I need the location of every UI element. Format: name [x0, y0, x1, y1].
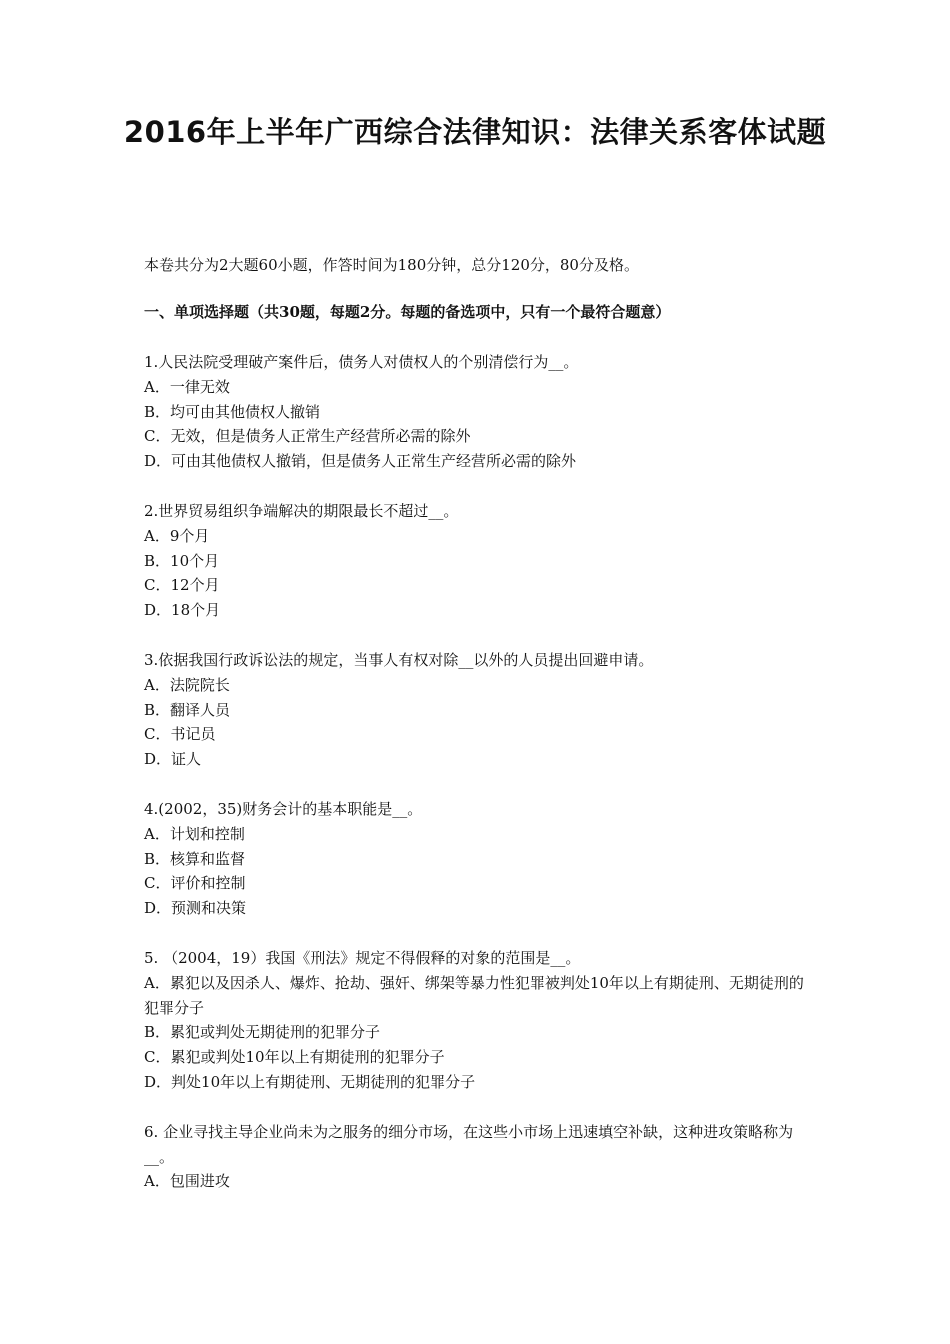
option-d: D．判处10年以上有期徒刑、无期徒刑的犯罪分子 [144, 1072, 476, 1091]
option-d: D．18个月 [144, 601, 221, 620]
question-3 [144, 648, 812, 772]
exam-intro: 本卷共分为2大题60小题，作答时间为180分钟，总分120分，80分及格。 [144, 256, 639, 274]
question-stem: 6. 企业寻找主导企业尚未为之服务的细分市场，在这些小市场上迅速填空补缺，这种进攻策略称为__。 [144, 1122, 794, 1166]
option-a: A．包围进攻 [144, 1172, 230, 1191]
section-heading: 一、单项选择题（共30题，每题2分。每题的备选项中，只有一个最符合题意） [144, 303, 671, 321]
question-6 [144, 1120, 812, 1194]
option-d: D．可由其他债权人撤销，但是债务人正常生产经营所必需的除外 [144, 452, 577, 471]
option-d: D．证人 [144, 750, 202, 769]
question-2 [144, 499, 812, 623]
option-a: A．计划和控制 [144, 824, 245, 843]
question-stem: 2.世界贸易组织争端解决的期限最长不超过__。 [144, 501, 459, 520]
question-stem: 1.人民法院受理破产案件后，债务人对债权人的个别清偿行为__。 [144, 353, 579, 371]
question-list [144, 350, 812, 1219]
option-d: D．预测和决策 [144, 899, 247, 918]
option-a: A．9个月 [144, 526, 210, 545]
option-c: C．累犯或判处10年以上有期徒刑的犯罪分子 [144, 1048, 445, 1067]
question-4 [144, 797, 812, 921]
option-b: B．翻译人员 [144, 700, 231, 719]
question-stem: 5. （2004，19）我国《刑法》规定不得假释的对象的范围是__。 [144, 948, 581, 967]
question-5 [144, 946, 812, 1095]
option-b: B．10个月 [144, 551, 220, 570]
option-b: B．累犯或判处无期徒刑的犯罪分子 [144, 1023, 381, 1042]
question-stem: 4.(2002，35)财务会计的基本职能是__。 [144, 799, 423, 818]
question-1 [144, 350, 812, 474]
option-c: C．12个月 [144, 576, 220, 595]
option-c: C．评价和控制 [144, 874, 246, 893]
option-a: A．一律无效 [144, 377, 230, 396]
option-b: B．核算和监督 [144, 849, 246, 868]
option-a: A．法院院长 [144, 675, 230, 694]
option-b: B．均可由其他债权人撤销 [144, 402, 321, 421]
option-c: C．无效，但是债务人正常生产经营所必需的除外 [144, 427, 471, 446]
option-c: C．书记员 [144, 725, 216, 744]
question-stem: 3.依据我国行政诉讼法的规定，当事人有权对除__以外的人员提出回避申请。 [144, 650, 654, 669]
option-a: A．累犯以及因杀人、爆炸、抢劫、强奸、绑架等暴力性犯罪被判处10年以上有期徒刑、无期徒刑的犯罪分子 [144, 973, 804, 1017]
document-title: 2016年上半年广西综合法律知识：法律关系客体试题 [123, 115, 827, 149]
